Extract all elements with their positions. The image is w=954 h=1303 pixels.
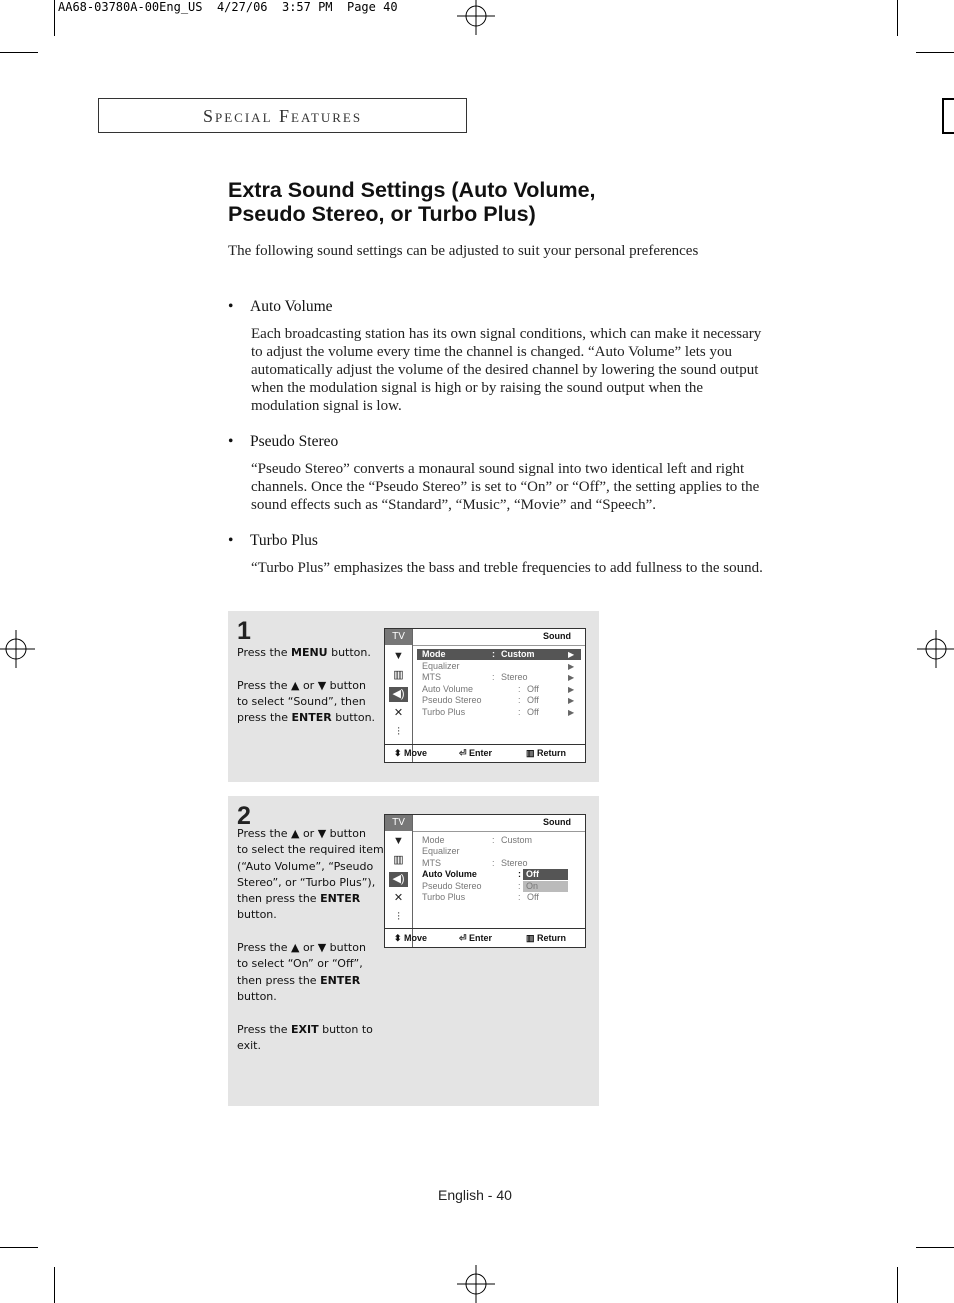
- page-title-line: Extra Sound Settings (Auto Volume,: [228, 178, 596, 202]
- submenu-arrow-icon: ▶: [568, 685, 575, 694]
- submenu-arrow-icon: ▶: [568, 662, 575, 671]
- footer-move: ⬍ Move: [394, 748, 428, 758]
- crop-mark: [897, 1267, 898, 1303]
- registration-mark-icon: [457, 0, 495, 35]
- footer-enter: ⏎ Enter: [459, 748, 493, 758]
- channel-icon[interactable]: ▥: [393, 669, 404, 681]
- registration-mark-icon: [0, 630, 35, 668]
- setup-icon[interactable]: ⫶: [397, 911, 400, 923]
- option-off[interactable]: Off: [526, 869, 539, 879]
- crop-mark: [0, 1247, 38, 1248]
- tv-label: TV: [385, 815, 412, 831]
- enter-icon: ⏎: [459, 748, 470, 758]
- divider: [413, 645, 585, 646]
- divider: [385, 928, 585, 929]
- page-title: [228, 178, 828, 226]
- crop-mark: [916, 52, 954, 53]
- registration-mark-icon: [917, 630, 954, 668]
- enter-icon: ⏎: [459, 933, 470, 943]
- step-number: 2: [237, 802, 251, 830]
- submenu-arrow-icon: ▶: [568, 673, 575, 682]
- footer-return: ▥ Return: [526, 748, 567, 758]
- tv-label: TV: [385, 629, 412, 645]
- bullet-heading: • Turbo Plus: [228, 532, 318, 549]
- bullet-heading: • Auto Volume: [228, 298, 333, 315]
- bullet-paragraph: “Pseudo Stereo” converts a monaural sound signal into two identical left and right channels. Once the “Pseudo Stereo” is set to “On” or “Off”, the setting applies to the sound effects such as “Standard”, “Music”, “Movie” and “Speech”.: [251, 461, 760, 514]
- crop-mark: [54, 0, 55, 36]
- step-instructions: Press the MENU button. Press the ▲ or ▼ button to select “Sound”, then press the ENTER button.: [237, 646, 376, 725]
- footer-move: ⬍ Move: [394, 933, 428, 943]
- crop-mark: [0, 52, 38, 53]
- antenna-icon[interactable]: ✕: [393, 707, 404, 719]
- bullet-heading: • Pseudo Stereo: [228, 433, 339, 450]
- submenu-arrow-icon: ▶: [568, 650, 575, 659]
- submenu-arrow-icon: ▶: [568, 708, 575, 717]
- registration-mark-icon: [457, 1265, 495, 1303]
- footer-return: ▥ Return: [526, 933, 567, 943]
- step-number: 1: [237, 617, 251, 645]
- divider: [413, 831, 585, 832]
- setup-icon[interactable]: ⫶: [397, 726, 400, 738]
- tab-mark: [942, 98, 954, 134]
- crop-mark: [916, 1247, 954, 1248]
- move-icon: ⬍: [394, 748, 405, 758]
- return-icon: ▥: [526, 748, 538, 758]
- step-instructions: Press the ▲ or ▼ button to select the required item (“Auto Volume”, “Pseudo Stereo”, or “Turbo Plus”), then press the ENTER button. Press the ▲ or ▼ button to select “On” or “Off”, then press the ENTER button. Press the EXIT button to exit.: [237, 827, 384, 1052]
- picture-icon[interactable]: ▼: [393, 835, 404, 847]
- sound-icon[interactable]: ◀): [389, 872, 408, 887]
- intro-text: The following sound settings can be adjusted to suit your personal preferences: [228, 243, 699, 259]
- submenu-arrow-icon: ▶: [568, 696, 575, 705]
- crop-mark: [897, 0, 898, 36]
- step-2-panel: [228, 796, 599, 1106]
- tv-sound-menu: TV ▼ ▥ ◀) ✕ ⫶ Sound Mode : Custom Equalizer MTS : Stereo Auto Volume : Off Pseudo Stereo : On Turbo Plus : Off ⬍ Move ⏎ Enter ▥ Return: [384, 814, 586, 948]
- option-on[interactable]: On: [526, 881, 539, 891]
- print-slug: AA68-03780A-00Eng_US 4/27/06 3:57 PM Page 40: [58, 0, 398, 14]
- page-number: English - 40: [438, 1187, 512, 1203]
- crop-mark: [54, 1267, 55, 1303]
- menu-sidebar: [385, 629, 413, 762]
- picture-icon[interactable]: ▼: [393, 650, 404, 662]
- menu-title: Sound: [543, 817, 571, 827]
- footer-enter: ⏎ Enter: [459, 933, 493, 943]
- antenna-icon[interactable]: ✕: [393, 892, 404, 904]
- divider: [385, 744, 585, 745]
- page-title-line: Pseudo Stereo, or Turbo Plus): [228, 202, 536, 226]
- move-icon: ⬍: [394, 933, 405, 943]
- channel-icon[interactable]: ▥: [393, 854, 404, 866]
- bullet-paragraph: Each broadcasting station has its own signal conditions, which can make it necessary to adjust the volume every time the channel is changed. “Auto Volume” lets you automatically adjust the volume of the desired channel by lowering the sound output when the modulation signal is high or by raising the sound output when the modulation signal is low.: [251, 326, 762, 415]
- tv-sound-menu: TV ▼ ▥ ◀) ✕ ⫶ Sound Mode : Custom ▶ Equalizer ▶ MTS : Stereo ▶ Auto Volume : Off ▶ Pseudo Stereo : Off ▶ Turbo Plus : Off ▶ ⬍ Move ⏎ Enter ▥ Return: [384, 628, 586, 763]
- sound-icon[interactable]: ◀): [389, 687, 408, 702]
- menu-title: Sound: [543, 631, 571, 641]
- section-header: Special Features: [203, 106, 363, 126]
- bullet-paragraph: “Turbo Plus” emphasizes the bass and treble frequencies to add fullness to the sound.: [251, 560, 763, 576]
- step-1-panel: [228, 611, 599, 782]
- return-icon: ▥: [526, 933, 538, 943]
